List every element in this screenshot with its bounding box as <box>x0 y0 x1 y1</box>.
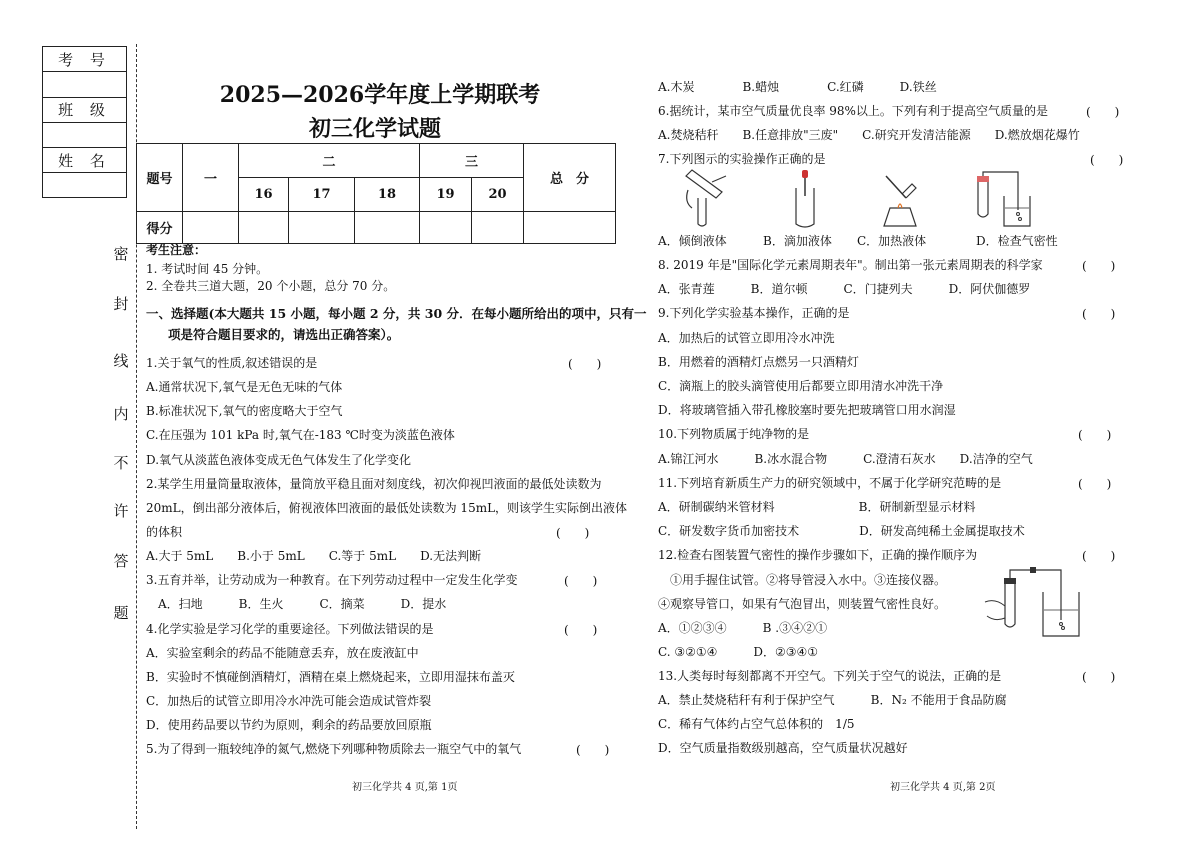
answer-paren[interactable]: ( ) <box>1090 153 1124 167</box>
option-line: A．禁止焚烧秸秆有利于保护空气 B．N₂ 不能用于食品防腐 <box>658 693 1007 707</box>
seal-char: 线 <box>113 352 129 370</box>
footer-page-1: 初三化学共 4 页,第 1页 <box>352 782 458 793</box>
answer-paren[interactable]: ( ) <box>1082 549 1116 563</box>
question-9: 9.下列化学实验基本操作，正确的是 <box>658 306 850 320</box>
option-line: B．实验时不慎碰倒酒精灯，酒精在桌上燃烧起来，立即用湿抹布盖灭 <box>146 670 515 684</box>
apparatus-illustration <box>975 562 1087 640</box>
option-line: D.氧气从淡蓝色液体变成无色气体发生了化学变化 <box>146 453 412 467</box>
score-input[interactable] <box>524 212 616 244</box>
option-line: D．空气质量指数级别越高，空气质量状况越好 <box>658 741 908 755</box>
question-3: 3.五育并举，让劳动成为一种教育。在下列劳动过程中一定发生化学变 <box>146 573 518 587</box>
option-line: C．加热后的试管立即用冷水冲洗可能会造成试管炸裂 <box>146 694 432 708</box>
score-input[interactable] <box>289 212 355 244</box>
section-heading: 一、选择题(本大题共 15 小题，每小题 2 分，共 30 分．在每小题所给出的项中，只有一 <box>146 306 647 321</box>
total-cell: 总 分 <box>524 144 616 212</box>
exam-title: 2025—2026学年度上学期联考 <box>219 82 541 108</box>
option-line: A.锦江河水 B.冰水混合物 C.澄清石灰水 D.洁净的空气 <box>658 452 1033 466</box>
student-info-box <box>42 46 127 198</box>
q-number-cell: 20 <box>472 178 524 212</box>
option-line: C．滴瓶上的胶头滴管使用后都要立即用清水冲洗干净 <box>658 379 944 393</box>
question-11: 11.下列培育新质生产力的研究领域中，不属于化学研究范畴的是 <box>658 476 1002 490</box>
heat-liquid-illustration <box>876 172 926 228</box>
tihao-cell: 题号 <box>137 144 183 212</box>
question-10: 10.下列物质属于纯净物的是 <box>658 427 810 441</box>
question-12: 12.检查右图装置气密性的操作步骤如下，正确的操作顺序为 <box>658 548 978 562</box>
question-12-steps: ④观察导管口，如果有气泡冒出，则装置气密性良好。 <box>658 597 947 611</box>
pour-liquid-illustration <box>676 168 736 228</box>
option-line: C. ③②①④ D．②③④① <box>658 645 819 659</box>
option-line: A．扫地 B．生火 C．摘菜 D．提水 <box>146 597 447 611</box>
question-12-steps: ①用手握住试管。②将导管浸入水中。③连接仪器。 <box>658 573 947 587</box>
option-line: A.大于 5mL B.小于 5mL C.等于 5mL D.无法判断 <box>146 549 482 563</box>
question-5: 5.为了得到一瓶较纯净的氮气,燃烧下列哪种物质除去一瓶空气中的氧气 <box>146 742 522 756</box>
answer-paren[interactable]: ( ) <box>1078 428 1112 442</box>
score-input[interactable] <box>472 212 524 244</box>
seal-char: 答 <box>113 552 129 570</box>
question-2-cont: 20mL，倒出部分液体后，俯视液体凹液面的最低处读数为 15mL，则该学生实际倒出液体 <box>146 501 628 515</box>
seal-char: 许 <box>113 502 129 520</box>
section-3-cell: 三 <box>420 144 524 178</box>
q7-label-b: B．滴加液体 <box>763 234 832 248</box>
exam-subtitle: 初三化学试题 <box>308 116 441 142</box>
seal-char: 密 <box>113 245 129 263</box>
name-field[interactable] <box>43 173 126 198</box>
note-line: 2. 全卷共三道大题，20 个小题，总分 70 分。 <box>146 279 396 293</box>
q7-label-c: C．加热液体 <box>857 234 927 248</box>
question-6: 6.据统计，某市空气质量优良率 98%以上。下列有利于提高空气质量的是 <box>658 104 1048 118</box>
question-8: 8. 2019 年是"国际化学元素周期表年"。制出第一张元素周期表的科学家 <box>658 258 1043 272</box>
score-input[interactable] <box>355 212 420 244</box>
option-line: A．加热后的试管立即用冷水冲洗 <box>658 331 835 345</box>
q7-label-a: A．倾倒液体 <box>658 234 727 248</box>
seal-char: 内 <box>113 405 129 423</box>
answer-paren[interactable]: ( ) <box>1082 307 1116 321</box>
option-line: A.焚烧秸秆 B.任意排放"三废" C.研究开发清洁能源 D.燃放烟花爆竹 <box>658 128 1080 142</box>
exam-number-field[interactable] <box>43 72 126 97</box>
score-input[interactable] <box>420 212 472 244</box>
answer-paren[interactable]: ( ) <box>1078 477 1112 491</box>
question-13: 13.人类每时每刻都离不开空气。下列关于空气的说法，正确的是 <box>658 669 1002 683</box>
section-heading: 项是符合题目要求的，请选出正确答案）。 <box>168 327 400 342</box>
answer-paren[interactable]: ( ) <box>1082 670 1116 684</box>
notes-heading: 考生注意： <box>146 243 207 257</box>
option-line: A．研制碳纳米管材料 B．研制新型显示材料 <box>658 500 976 514</box>
gas-tightness-illustration <box>970 170 1034 230</box>
footer-page-2: 初三化学共 4 页,第 2页 <box>890 782 996 793</box>
note-line: 1. 考试时间 45 分钟。 <box>146 262 269 276</box>
option-line: D．使用药品要以节约为原则，剩余的药品要放回原瓶 <box>146 718 432 732</box>
score-input[interactable] <box>183 212 239 244</box>
option-line: C．研发数字货币加密技术 D．研发高纯稀土金属提取技术 <box>658 524 1025 538</box>
option-line: A．张青莲 B．道尔顿 C．门捷列夫 D．阿伏伽德罗 <box>658 282 1031 296</box>
class-field[interactable] <box>43 123 126 148</box>
drop-liquid-illustration <box>790 168 820 230</box>
option-line: A．①②③④ B .③④②① <box>658 621 828 635</box>
option-line: A．实验室剩余的药品不能随意丢弃，放在废液缸中 <box>146 646 419 660</box>
q-number-cell: 17 <box>289 178 355 212</box>
answer-paren[interactable]: ( ) <box>576 743 610 757</box>
q7-label-d: D．检查气密性 <box>976 234 1058 248</box>
option-line: A.通常状况下,氧气是无色无味的气体 <box>146 380 343 394</box>
score-table <box>136 143 616 244</box>
seal-char: 封 <box>113 295 129 313</box>
defen-cell: 得分 <box>137 212 183 244</box>
name-label: 姓 名 <box>43 148 126 173</box>
question-4: 4.化学实验是学习化学的重要途径。下列做法错误的是 <box>146 622 434 636</box>
option-line: B．用燃着的酒精灯点燃另一只酒精灯 <box>658 355 859 369</box>
answer-paren[interactable]: ( ) <box>556 526 590 540</box>
option-line: B.标准状况下,氧气的密度略大于空气 <box>146 404 343 418</box>
answer-paren[interactable]: ( ) <box>1086 105 1120 119</box>
exam-number-label: 考 号 <box>43 47 126 72</box>
option-line: D．将玻璃管插入带孔橡胶塞时要先把玻璃管口用水润湿 <box>658 403 956 417</box>
q-number-cell: 19 <box>420 178 472 212</box>
q-number-cell: 16 <box>239 178 289 212</box>
question-2-cont: 的体积 <box>146 525 183 539</box>
section-2-cell: 二 <box>239 144 420 178</box>
option-line: A.木炭 B.蜡烛 C.红磷 D.铁丝 <box>658 80 937 94</box>
question-2: 2.某学生用量筒量取液体，量筒放平稳且面对刻度线，初次仰视凹液面的最低处读数为 <box>146 477 602 491</box>
answer-paren[interactable]: ( ) <box>568 357 602 371</box>
question-1: 1.关于氧气的性质,叙述错误的是 <box>146 356 318 370</box>
answer-paren[interactable]: ( ) <box>1082 259 1116 273</box>
answer-paren[interactable]: ( ) <box>564 574 598 588</box>
score-input[interactable] <box>239 212 289 244</box>
question-7: 7.下列图示的实验操作正确的是 <box>658 152 826 166</box>
option-line: C．稀有气体约占空气总体积的 1/5 <box>658 717 855 731</box>
section-1-cell: 一 <box>183 144 239 212</box>
class-label: 班 级 <box>43 98 126 123</box>
q-number-cell: 18 <box>355 178 420 212</box>
option-line: C.在压强为 101 kPa 时,氧气在-183 ℃时变为淡蓝色液体 <box>146 428 455 442</box>
seal-char: 题 <box>113 604 129 622</box>
answer-paren[interactable]: ( ) <box>564 623 598 637</box>
seal-char: 不 <box>113 454 129 472</box>
